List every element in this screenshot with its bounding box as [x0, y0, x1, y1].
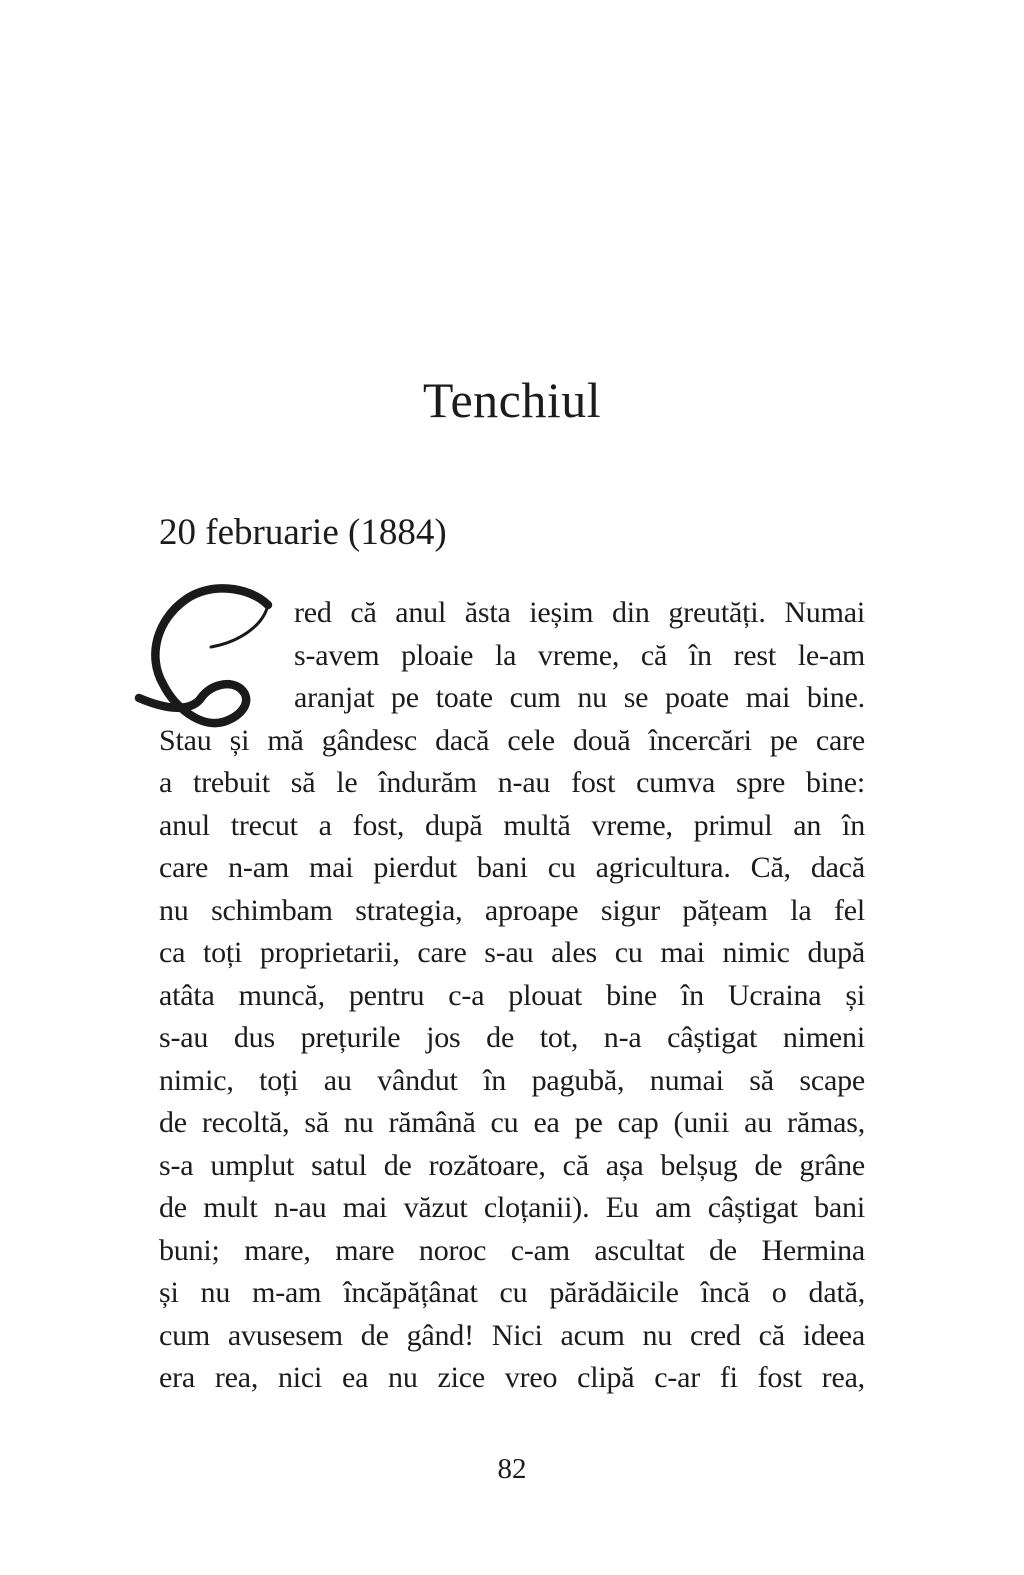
body-text-line: aranjat pe toate cum nu se poate mai bine. — [294, 681, 865, 714]
body-text-line: buni; mare, mare noroc c-am ascultat de Hermina — [159, 1233, 865, 1267]
body-text-line: era rea, nici ea nu zice vreo clipă c-ar fi fost rea, — [159, 1361, 865, 1394]
chapter-title: Tenchiul — [422, 372, 602, 428]
body-text-line: ca toți proprietarii, care s-au ales cu mai nimic după — [159, 936, 865, 969]
body-text-line: și nu m-am încăpățânat cu părădăicile încă o dată, — [159, 1276, 865, 1309]
body-text-line: s-avem ploaie la vreme, că în rest le-am — [294, 638, 865, 672]
drop-cap — [159, 592, 294, 718]
body-text-line: nu schimbam strategia, aproape sigur pățeam la fel — [159, 893, 865, 927]
body-text-line: red că anul ăsta ieșim din greutăți. Numai — [294, 596, 865, 629]
body-text-line: a trebuit să le îndurăm n-au fost cumva spre bine: — [159, 766, 865, 799]
body-text-line: atâta muncă, pentru c-a plouat bine în Ucraina și — [159, 978, 865, 1012]
body-text-line: de recoltă, să nu rămână cu ea pe cap (unii au rămas, — [159, 1106, 865, 1139]
page-content — [0, 370, 1024, 1487]
date-heading: 20 februarie (1884) — [159, 512, 447, 553]
body-text-line: s-au dus prețurile jos de tot, n-a câștigat nimeni — [159, 1021, 865, 1054]
body-text-line: Stau și mă gândesc dacă cele două încercări pe care — [159, 723, 865, 757]
script-letter-c-icon — [135, 584, 285, 749]
body-text-line: de mult n-au mai văzut cloțanii). Eu am câștigat bani — [159, 1191, 865, 1224]
body-text-line: care n-am mai pierdut bani cu agricultura. Că, dacă — [159, 851, 865, 884]
page-number: 82 — [497, 1452, 527, 1485]
body-paragraph — [159, 592, 865, 1400]
body-text-line: nimic, toți au vândut în pagubă, numai să scape — [159, 1063, 865, 1097]
body-text-line: cum avusesem de gând! Nici acum nu cred că ideea — [159, 1318, 865, 1352]
body-text-line: s-a umplut satul de rozătoare, că așa belșug de grâne — [159, 1148, 865, 1182]
body-text-line: anul trecut a fost, după multă vreme, primul an în — [159, 808, 865, 842]
